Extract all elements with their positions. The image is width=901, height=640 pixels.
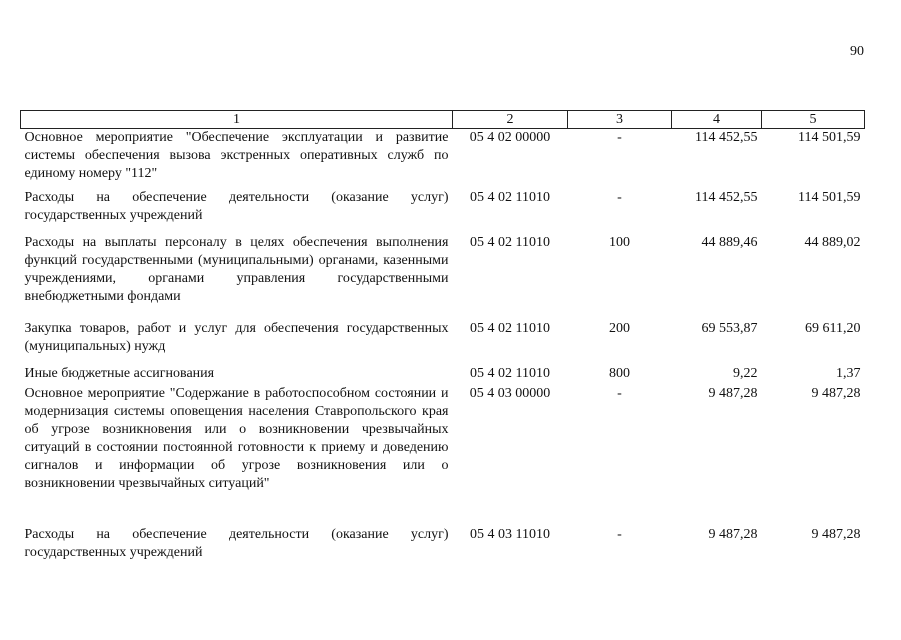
row-expense-type: 200 <box>609 320 630 336</box>
column-header-2: 2 <box>453 111 568 129</box>
column-header-3: 3 <box>568 111 672 129</box>
table-row <box>21 526 865 566</box>
row-name: Расходы на выплаты персоналу в целях обеспечения выполнения функций государственными (муниципальными) органами, казенными учреждениями, органами управления государственными внебюджетными фондами <box>24 234 449 304</box>
row-code: 05 4 02 11010 <box>470 189 550 205</box>
row-name: Закупка товаров, работ и услуг для обеспечения государственных (муниципальных) нужд <box>24 320 449 354</box>
row-expense-type: 800 <box>609 365 630 381</box>
row-value-2: 9 487,28 <box>811 385 861 401</box>
row-value-1: 69 553,87 <box>701 320 758 336</box>
row-code: 05 4 02 11010 <box>470 234 550 250</box>
budget-table <box>20 110 865 566</box>
table-row <box>21 320 865 365</box>
row-value-2: 1,37 <box>836 365 861 381</box>
column-header-5: 5 <box>762 111 865 129</box>
row-code: 05 4 03 00000 <box>469 385 551 401</box>
row-code: 05 4 02 11010 <box>470 365 550 381</box>
row-value-2: 69 611,20 <box>805 320 861 336</box>
row-value-1: 9,22 <box>733 365 758 381</box>
table-row <box>21 385 865 526</box>
row-code: 05 4 03 11010 <box>470 526 550 542</box>
row-value-1: 114 452,55 <box>695 189 758 205</box>
table-row <box>21 365 865 385</box>
row-value-1: 114 452,55 <box>695 130 758 145</box>
row-name: Основное мероприятие "Обеспечение эксплуатации и развитие системы обеспечения вызова экстренных оперативных служб по единому номеру "112" <box>24 130 449 181</box>
row-value-2: 114 501,59 <box>798 130 861 145</box>
column-header-1: 1 <box>21 111 453 129</box>
row-name: Основное мероприятие "Содержание в работоспособном состоянии и модернизация системы оповещения населения Ставропольского края об угрозе возникновения или о возникновении чрезвычайных ситуаций в состоянии постоянной готовности к приему и доведению сигналов и информации об угрозе возникновения или о возникновении чрезвычайных ситуаций" <box>24 385 449 491</box>
row-expense-type: 100 <box>609 234 630 250</box>
row-value-1: 44 889,46 <box>701 234 758 250</box>
row-name: Иные бюджетные ассигнования <box>24 365 215 381</box>
page-number: 90 <box>850 44 864 59</box>
row-expense-type: - <box>617 385 622 401</box>
row-expense-type: - <box>617 526 622 542</box>
table-row <box>21 234 865 320</box>
table-row <box>21 189 865 234</box>
row-expense-type: - <box>617 189 622 205</box>
row-code: 05 4 02 11010 <box>470 320 550 336</box>
row-expense-type: - <box>617 130 622 145</box>
header-row <box>21 111 865 129</box>
row-value-1: 9 487,28 <box>708 385 758 401</box>
row-name: Расходы на обеспечение деятельности (оказание услуг) государственных учреждений <box>24 189 449 223</box>
column-header-4: 4 <box>672 111 762 129</box>
row-value-2: 9 487,28 <box>811 526 861 542</box>
row-value-1: 9 487,28 <box>708 526 758 542</box>
row-name: Расходы на обеспечение деятельности (оказание услуг) государственных учреждений <box>24 526 449 560</box>
row-value-2: 44 889,02 <box>804 234 861 250</box>
table-row <box>21 129 865 189</box>
row-value-2: 114 501,59 <box>798 189 861 205</box>
row-code: 05 4 02 00000 <box>469 130 551 145</box>
